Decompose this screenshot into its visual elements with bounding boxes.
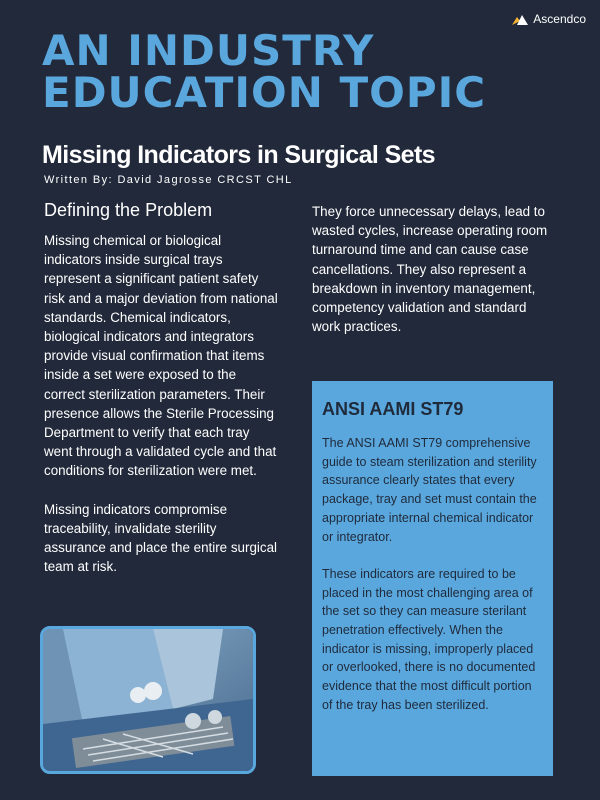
callout-paragraph-1: The ANSI AAMI ST79 comprehensive guide to steam sterilization and sterility assurance clearly states that every package, tray and set must contain the appropriate internal chemical indicator or integrator. (322, 436, 537, 544)
section-heading: Defining the Problem (44, 200, 213, 220)
byline: Written By: David Jagrosse CRCST CHL (44, 174, 293, 186)
brand-logo (512, 12, 586, 26)
right-column (312, 202, 552, 336)
callout-paragraph-2: These indicators are required to be placed in the most challenging area of the set so they can measure sterilant penetration effectively. When the indicator is missing, improperly placed or overlooked, there is no documented evidence that the most difficult portion of the tray has been sterilized. (322, 566, 536, 712)
headline (42, 26, 487, 117)
standard-callout-box (312, 381, 553, 776)
left-column (44, 200, 279, 576)
problem-paragraph-2: Missing indicators compromise traceability, invalidate sterility assurance and place the entire surgical team at risk. (44, 501, 277, 575)
ascendco-logo-icon (512, 14, 528, 25)
problem-paragraph-1: Missing chemical or biological indicators inside surgical trays represent a significant patient safety risk and a major deviation from national standards. Chemical indicators, biological indicators and integrators provide visual confirmation that items inside a set were exposed to the correct sterilization parameters. Their presence allows the Sterile Processing Department to verify that each tray went through a validated cycle and that conditions for sterilization were met. (44, 233, 278, 479)
headline-line-2: EDUCATION TOPIC (42, 68, 487, 117)
callout-title: ANSI AAMI ST79 (322, 399, 464, 419)
surgical-tray-photo (40, 626, 256, 774)
problem-paragraph-3: They force unnecessary delays, lead to wasted cycles, increase operating room turnaround time and can cause case cancellations. They also represent a breakdown in inventory management, competency validation and standard work practices. (312, 204, 548, 335)
brand-name: Ascendco (533, 12, 586, 26)
article-title: Missing Indicators in Surgical Sets (42, 141, 435, 169)
headline-line-1: AN INDUSTRY (42, 26, 375, 75)
